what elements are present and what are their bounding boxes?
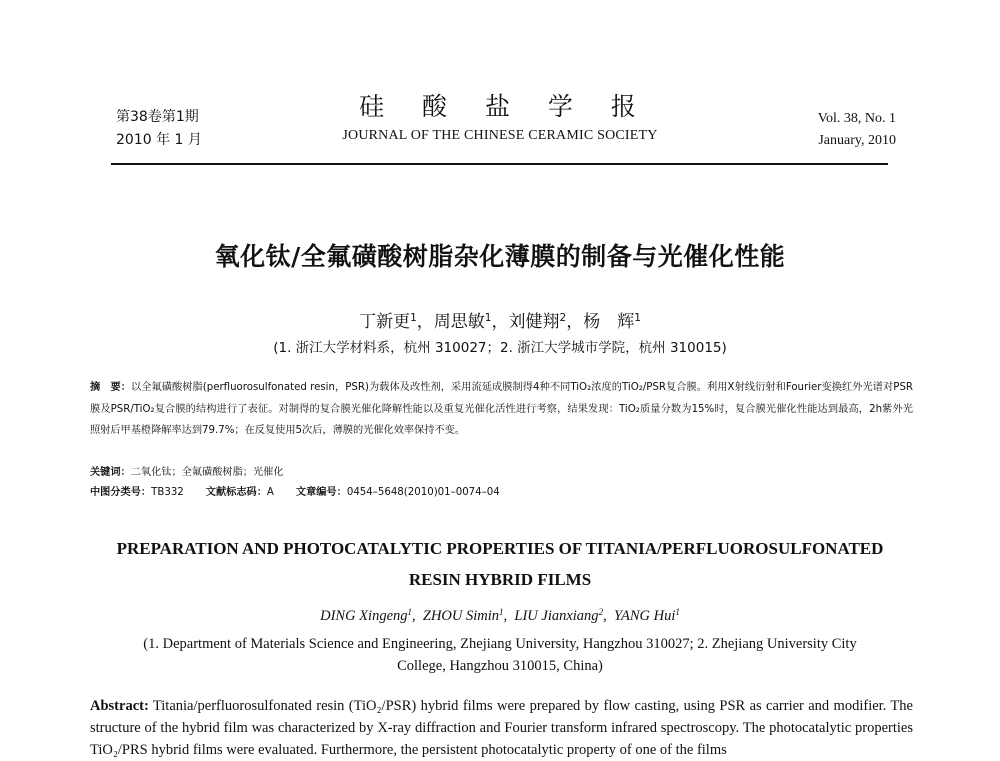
author-cn: 刘健翔: [508, 312, 560, 332]
authors-en: DING Xingeng$^1$, ZHOU Simin$^1$, LIU Jianxiang$^2$, YANG Hui$^1$: [320, 607, 680, 624]
author-affil-mark: 1: [675, 607, 680, 618]
article-title-en-line: PREPARATION AND PHOTOCATALYTIC PROPERTIES OF TITANIA/PERFLUOROSULFONATED: [116, 539, 884, 558]
author-affil-mark: 1: [499, 607, 504, 618]
journal-name-cn: 硅 酸 盐 学 报: [359, 92, 651, 121]
author-en: LIU Jianxiang: [514, 608, 599, 624]
author-cn: 周思敏: [433, 312, 485, 332]
article-number-value: 0454–5648(2010)01–0074–04: [346, 487, 500, 498]
abstract-en: [90, 695, 913, 761]
classification-line: [90, 483, 913, 503]
doc-code-label: 文献标志码：: [205, 487, 267, 498]
date-en: January, 2010: [818, 133, 896, 148]
article-title-cn: 氧化钛/全氟磺酸树脂杂化薄膜的制备与光催化性能: [214, 242, 786, 271]
article-number-label: 文章编号：: [295, 487, 347, 498]
abstract-cn-text: 以全氟磺酸树脂(perfluorosulfonated resin，PSR)为载体及改性剂，采用流延成膜制得4种不同TiO₂浓度的TiO₂/PSR复合膜。利用X射线衍射和Fourier变换红外光谱对PSR膜及PSR/TiO₂复合膜的结构进行了表征。对制得的复合膜光催化降解性能以及重复光催化活性进行考察，结果发现：TiO₂质量分数为15%时，复合膜光催化性能达到最高，2h紫外光照射后甲基橙降解率达到79.7%；在反复使用5次后，薄膜的光催化效率保持不变。: [90, 382, 913, 436]
volume-cn: 第38卷第1期: [116, 109, 199, 125]
journal-name-en: JOURNAL OF THE CHINESE CERAMIC SOCIETY: [342, 128, 658, 143]
abstract-en-text: Titania/perfluorosulfonated resin (TiO₂/PSR) hybrid films were prepared by flow casting, using PSR as carrier and modifier. The structure of the hybrid film was characterized by X-ray diffraction and Fourier transform infrared spectroscopy. The photocatalytic properties TiO₂/PRS hybrid films were evaluated. Furthermore, the persistent photocatalytic property of one of the films: [90, 698, 913, 758]
author-affil-mark: 1: [407, 607, 412, 618]
keywords-cn: [90, 463, 913, 483]
journal-issue-en: [818, 108, 896, 152]
article-meta-cn: [90, 463, 913, 503]
affiliation-en: (1. Department of Materials Science and Engineering, Zhejiang University, Hangzhou 310027; 2. Zhejiang University City College, Hangzhou 310015, China): [143, 636, 857, 674]
author-affil-mark: 1: [410, 312, 417, 325]
volume-en: Vol. 38, No. 1: [817, 111, 896, 126]
author-en: YANG Hui: [613, 608, 676, 624]
abstract-en-label: Abstract:: [90, 698, 149, 714]
abstract-cn: [90, 377, 913, 442]
keywords-cn-text: 二氧化钛；全氟磺酸树脂；光催化: [130, 467, 284, 478]
affiliation-cn: (1. 浙江大学材料系，杭州 310027；2. 浙江大学城市学院，杭州 310015): [273, 340, 727, 356]
author-cn: 杨 辉: [583, 312, 635, 332]
author-en: DING Xingeng: [320, 608, 408, 624]
article-title-en-line: RESIN HYBRID FILMS: [408, 570, 592, 589]
authors-cn: 丁新更$^1$，周思敏$^1$，刘健翔$^2$，杨 辉$^1$: [359, 312, 641, 332]
date-cn: 2010 年 1 月: [116, 132, 202, 148]
author-cn: 丁新更: [359, 312, 411, 332]
author-affil-mark: 2: [598, 607, 604, 618]
clc-label: 中图分类号：: [90, 487, 152, 498]
keywords-cn-label: 关键词：: [90, 467, 131, 478]
clc-value: TB332: [151, 487, 184, 498]
doc-code-value: A: [266, 487, 274, 498]
header-rule: [111, 163, 888, 165]
author-en: ZHOU Simin: [422, 608, 500, 624]
abstract-cn-label: 摘 要：: [90, 382, 132, 393]
author-affil-mark: 1: [634, 312, 641, 325]
author-affil-mark: 2: [559, 312, 567, 325]
article-title-en: [0, 533, 1000, 595]
author-affil-mark: 1: [484, 312, 492, 325]
